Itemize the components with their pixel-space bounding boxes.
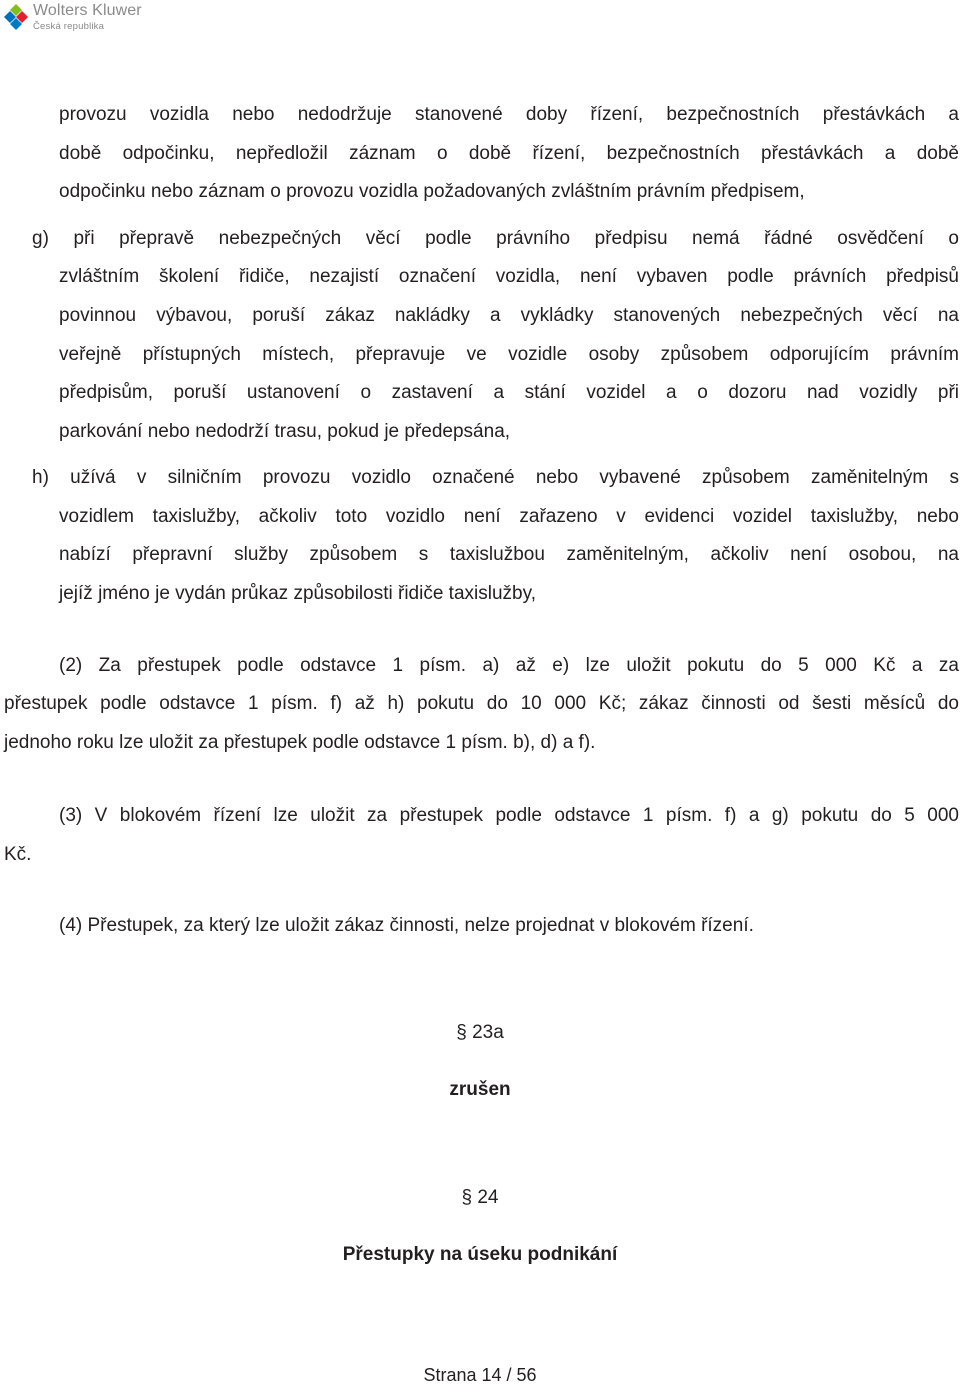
text-line: jednoho roku lze uložit za přestupek podle odstavce 1 písm. b), d) a f). — [4, 732, 596, 753]
text-line: odpočinku nebo záznam o provozu vozidla požadovaných zvláštním právním předpisem, — [59, 181, 805, 202]
text-line: parkování nebo nedodrží trasu, pokud je předepsána, — [59, 421, 511, 442]
text-line: nabízí přepravní služby způsobem s taxislužbou zaměnitelným, ačkoliv není osobou, na — [59, 544, 959, 565]
paragraph-4: (4) Přestupek, za který lze uložit zákaz činnosti, nelze projednat v blokovém řízení. — [59, 915, 754, 936]
paragraph-2: (2) Za přestupek podle odstavce 1 písm. a) až e) lze uložit pokutu do 5 000 Kč a za — [59, 655, 959, 676]
text-line: Kč. — [4, 844, 32, 865]
page-number: Strana 14 / 56 — [423, 1365, 537, 1385]
text-line: jejíž jméno je vydán průkaz způsobilosti řidiče taxislužby, — [59, 583, 536, 604]
text-line: přestupek podle odstavce 1 písm. f) až h) pokutu do 10 000 Kč; zákaz činnosti od šesti měsíců do — [4, 693, 959, 714]
text-line: povinnou výbavou, poruší zákaz nakládky a vykládky stanovených nebezpečných věcí na — [59, 305, 959, 326]
list-item-g: g) při přepravě nebezpečných věcí podle právního předpisu nemá řádné osvědčení o — [32, 228, 959, 249]
section-23a-title: zrušen — [449, 1079, 511, 1100]
wolters-kluwer-logo-icon — [3, 3, 29, 31]
text-line: zvláštním školení řidiče, nezajistí označení vozidla, není vybaven podle právních předpisů — [59, 266, 959, 287]
logo-brand-name: Wolters Kluwer — [33, 2, 142, 19]
section-24-number: § 24 — [461, 1187, 499, 1208]
text-line: předpisům, poruší ustanovení o zastavení a stání vozidel a o dozoru nad vozidly při — [59, 382, 959, 403]
section-23a-number: § 23a — [456, 1022, 504, 1043]
text-line: vozidlem taxislužby, ačkoliv toto vozidlo není zařazeno v evidenci vozidel taxislužby, nebo — [59, 506, 959, 527]
text-line: době odpočinku, nepředložil záznam o době řízení, bezpečnostních přestávkách a době — [59, 143, 959, 164]
section-24-title: Přestupky na úseku podnikání — [342, 1244, 618, 1265]
list-item-h: h) užívá v silničním provozu vozidlo označené nebo vybavené způsobem zaměnitelným s — [32, 467, 959, 488]
logo-subtitle: Česká republika — [33, 21, 105, 32]
paragraph-3: (3) V blokovém řízení lze uložit za přestupek podle odstavce 1 písm. f) a g) pokutu do 5 000 — [59, 805, 959, 826]
text-line: provozu vozidla nebo nedodržuje stanovené doby řízení, bezpečnostních přestávkách a — [59, 104, 959, 125]
publisher-logo — [3, 3, 142, 32]
text-line: veřejně přístupných místech, přepravuje ve vozidle osoby způsobem odporujícím právním — [59, 344, 959, 365]
